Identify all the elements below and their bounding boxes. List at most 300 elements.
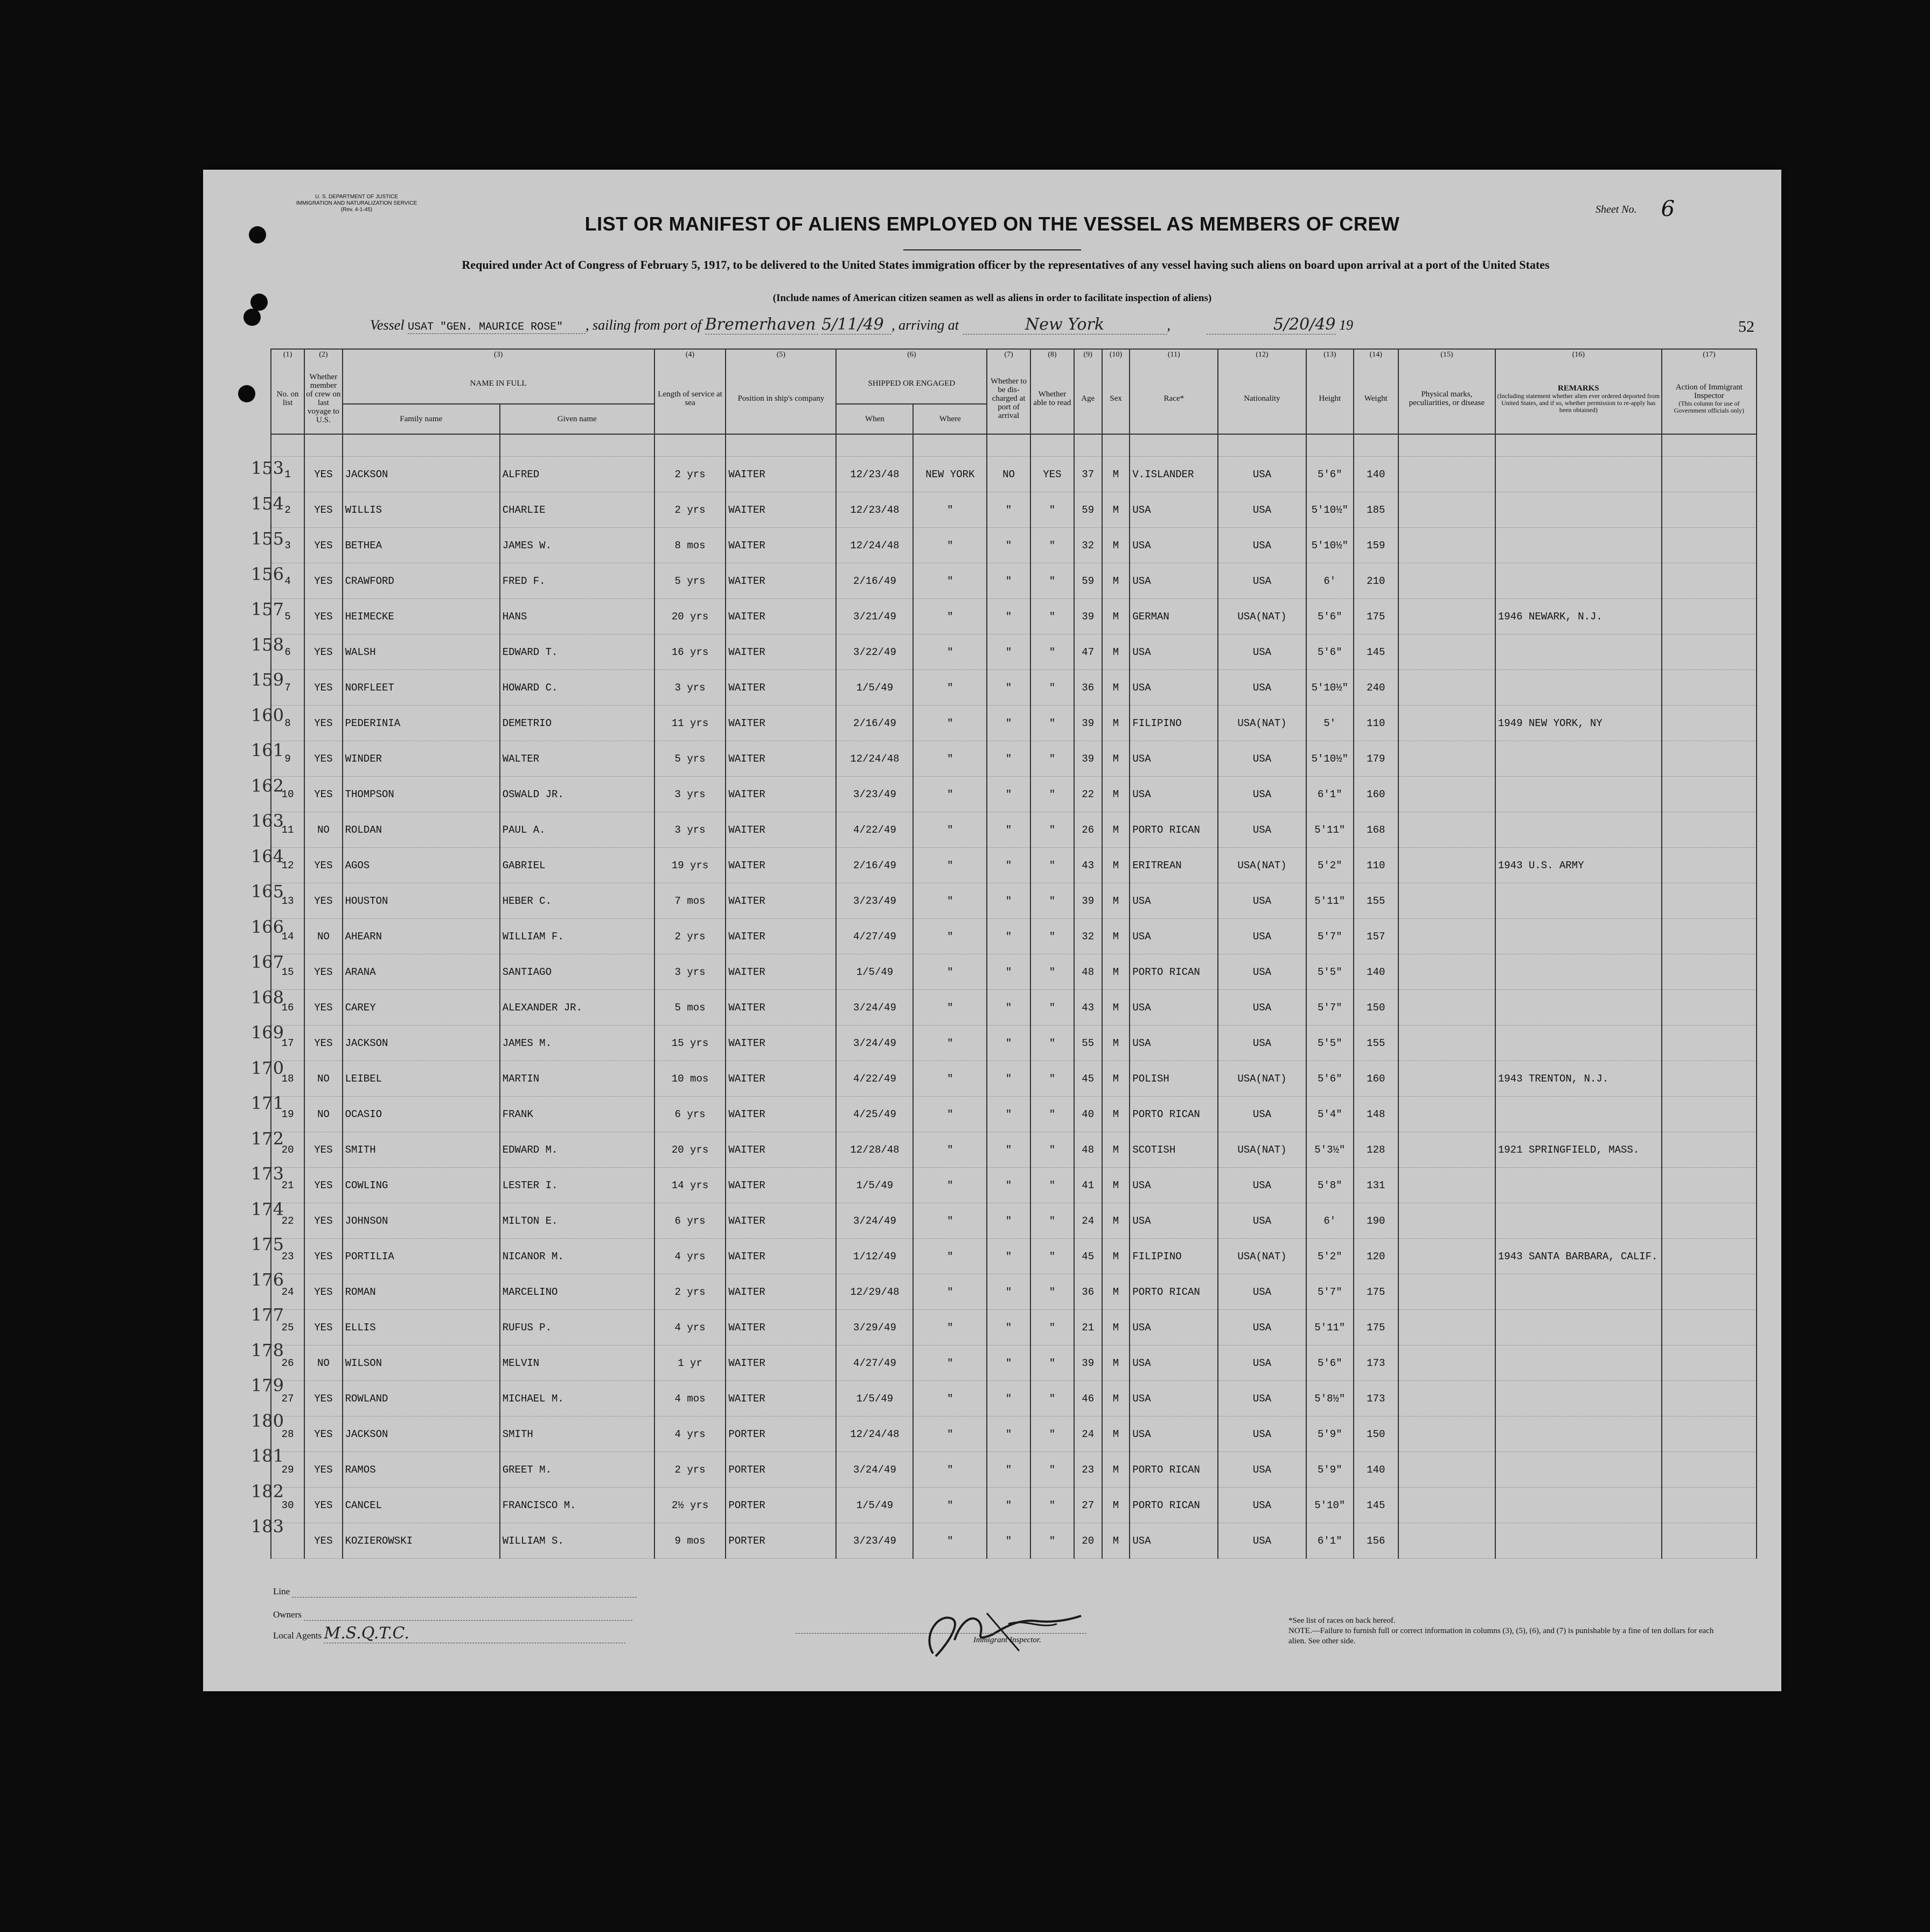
row-sex: M: [1102, 990, 1130, 1026]
side-line-number: 158: [250, 634, 284, 655]
row-number: 4: [271, 563, 304, 599]
row-weight: 128: [1354, 1132, 1398, 1168]
row-where: ": [913, 528, 987, 563]
row-sex: M: [1102, 883, 1130, 919]
row-given-name: NICANOR M.: [500, 1239, 654, 1274]
remarks-note: (Including statement whether alien ever ordered deported from United States, and if so, whether permission to re-apply has been obtained): [1497, 392, 1660, 414]
row-nationality: USA(NAT): [1218, 848, 1306, 883]
row-where: ": [913, 812, 987, 848]
row-sex: M: [1102, 1061, 1130, 1097]
row-where: ": [913, 670, 987, 706]
row-race: USA: [1130, 528, 1218, 563]
row-when: 3/29/49: [836, 1310, 913, 1345]
row-height: 5'7": [1306, 1274, 1354, 1310]
row-marks: [1398, 1026, 1495, 1061]
row-discharged: ": [987, 1345, 1030, 1381]
row-family-name: WILLIS: [343, 492, 500, 528]
side-line-number: 170: [250, 1057, 284, 1078]
row-family-name: THOMPSON: [343, 777, 500, 812]
row-where: ": [913, 1488, 987, 1523]
row-marks: [1398, 670, 1495, 706]
table-row: [271, 919, 1757, 954]
row-number: 1: [271, 457, 304, 492]
row-weight: 210: [1354, 563, 1398, 599]
row-sex: M: [1102, 528, 1130, 563]
row-height: 5'11": [1306, 1310, 1354, 1345]
row-given-name: MICHAEL M.: [500, 1381, 654, 1417]
row-marks: [1398, 706, 1495, 741]
row-where: ": [913, 1452, 987, 1488]
row-read: ": [1030, 1417, 1074, 1452]
row-marks: [1398, 954, 1495, 990]
row-sex: M: [1102, 741, 1130, 777]
row-nationality: USA: [1218, 1452, 1306, 1488]
col-num: (10): [1102, 349, 1130, 364]
row-action: [1662, 1417, 1757, 1452]
row-action: [1662, 1345, 1757, 1381]
table-row: [271, 741, 1757, 777]
row-number: 24: [271, 1274, 304, 1310]
row-action: [1662, 457, 1757, 492]
row-race: USA: [1130, 1310, 1218, 1345]
row-action: [1662, 1488, 1757, 1523]
row-prev-voyage: YES: [304, 563, 342, 599]
row-race: PORTO RICAN: [1130, 954, 1218, 990]
row-when: 3/24/49: [836, 1452, 913, 1488]
include-text: (Include names of American citizen seamen as well as aliens in order to facilitate inspection of aliens): [772, 292, 1212, 304]
owners-value: [304, 1609, 632, 1621]
table-row: [271, 1452, 1757, 1488]
row-service: 2½ yrs: [654, 1488, 726, 1523]
row-height: 6'1": [1306, 777, 1354, 812]
side-line-number: 163: [250, 811, 284, 831]
header-when: When: [836, 404, 913, 434]
row-sex: M: [1102, 1274, 1130, 1310]
row-family-name: NORFLEET: [343, 670, 500, 706]
row-age: 39: [1074, 883, 1102, 919]
row-nationality: USA: [1218, 1345, 1306, 1381]
row-height: 5'5": [1306, 954, 1354, 990]
row-weight: 145: [1354, 634, 1398, 670]
row-weight: 168: [1354, 812, 1398, 848]
row-when: 1/5/49: [836, 954, 913, 990]
row-age: 39: [1074, 741, 1102, 777]
row-age: 20: [1074, 1523, 1102, 1559]
row-family-name: PEDERINIA: [343, 706, 500, 741]
row-action: [1662, 670, 1757, 706]
row-where: ": [913, 1310, 987, 1345]
row-service: 3 yrs: [654, 812, 726, 848]
row-where: ": [913, 634, 987, 670]
row-marks: [1398, 883, 1495, 919]
table-row: [271, 1061, 1757, 1097]
row-prev-voyage: YES: [304, 1417, 342, 1452]
row-race: USA: [1130, 1026, 1218, 1061]
header-sex: Sex: [1102, 364, 1130, 434]
row-nationality: USA: [1218, 812, 1306, 848]
row-prev-voyage: NO: [304, 812, 342, 848]
row-age: 39: [1074, 706, 1102, 741]
line-label: Line: [273, 1586, 290, 1596]
row-read: ": [1030, 670, 1074, 706]
row-when: 1/12/49: [836, 1239, 913, 1274]
row-prev-voyage: YES: [304, 1132, 342, 1168]
side-line-number: 178: [250, 1340, 284, 1361]
row-action: [1662, 1274, 1757, 1310]
row-nationality: USA: [1218, 1310, 1306, 1345]
col-num: (2): [304, 349, 342, 364]
row-remarks: 1943 SANTA BARBARA, CALIF.: [1495, 1239, 1662, 1274]
row-race: PORTO RICAN: [1130, 812, 1218, 848]
side-line-number: 168: [250, 987, 284, 1008]
col-num: (13): [1306, 349, 1354, 364]
row-number: 8: [271, 706, 304, 741]
col-num: (9): [1074, 349, 1102, 364]
header-discharged: Whether to be dis-charged at port of arrival: [987, 364, 1030, 434]
table-row: [271, 706, 1757, 741]
row-age: 45: [1074, 1061, 1102, 1097]
row-position: WAITER: [726, 812, 836, 848]
row-height: 5'11": [1306, 883, 1354, 919]
row-remarks: [1495, 492, 1662, 528]
row-race: PORTO RICAN: [1130, 1274, 1218, 1310]
row-read: ": [1030, 528, 1074, 563]
row-position: PORTER: [726, 1488, 836, 1523]
row-remarks: [1495, 1310, 1662, 1345]
row-marks: [1398, 492, 1495, 528]
row-given-name: GABRIEL: [500, 848, 654, 883]
row-action: [1662, 848, 1757, 883]
row-where: ": [913, 1168, 987, 1203]
row-height: 5'8": [1306, 1168, 1354, 1203]
row-action: [1662, 1310, 1757, 1345]
row-position: WAITER: [726, 741, 836, 777]
row-action: [1662, 883, 1757, 919]
row-number: 5: [271, 599, 304, 634]
row-weight: 175: [1354, 1310, 1398, 1345]
row-where: ": [913, 741, 987, 777]
row-prev-voyage: YES: [304, 599, 342, 634]
row-prev-voyage: YES: [304, 848, 342, 883]
header-family-name: Family name: [343, 404, 500, 434]
side-line-number: 174: [250, 1198, 284, 1219]
row-number: 29: [271, 1452, 304, 1488]
row-marks: [1398, 1381, 1495, 1417]
row-marks: [1398, 1239, 1495, 1274]
fine-note: NOTE.—Failure to furnish full or correct information in columns (3), (5), (6), and (7) is punishable by a fine of ten dollars for each alien. See other side.: [1288, 1627, 1714, 1645]
row-read: ": [1030, 777, 1074, 812]
row-sex: M: [1102, 919, 1130, 954]
row-prev-voyage: YES: [304, 634, 342, 670]
table-row: [271, 848, 1757, 883]
row-marks: [1398, 1061, 1495, 1097]
row-discharged: ": [987, 492, 1030, 528]
row-read: ": [1030, 1239, 1074, 1274]
row-discharged: ": [987, 1168, 1030, 1203]
row-where: ": [913, 1061, 987, 1097]
table-row: [271, 1310, 1757, 1345]
row-family-name: HEIMECKE: [343, 599, 500, 634]
row-where: ": [913, 883, 987, 919]
row-age: 21: [1074, 1310, 1102, 1345]
side-line-number: 176: [250, 1269, 284, 1290]
table-row: [271, 1523, 1757, 1559]
row-height: 6': [1306, 563, 1354, 599]
row-position: WAITER: [726, 492, 836, 528]
inspector-line: [796, 1633, 1086, 1634]
row-action: [1662, 1132, 1757, 1168]
sailing-date: 5/11/49: [821, 315, 891, 334]
year-label: 19: [1339, 317, 1354, 333]
row-sex: M: [1102, 1345, 1130, 1381]
col-num: (15): [1398, 349, 1495, 364]
col-num: (16): [1495, 349, 1662, 364]
row-nationality: USA: [1218, 634, 1306, 670]
row-age: 37: [1074, 457, 1102, 492]
side-line-number: 167: [250, 952, 284, 972]
table-row: [271, 563, 1757, 599]
row-age: 24: [1074, 1417, 1102, 1452]
row-height: 5'11": [1306, 812, 1354, 848]
row-nationality: USA: [1218, 528, 1306, 563]
row-nationality: USA: [1218, 919, 1306, 954]
row-sex: M: [1102, 599, 1130, 634]
row-discharged: ": [987, 1310, 1030, 1345]
row-sex: M: [1102, 670, 1130, 706]
row-remarks: [1495, 457, 1662, 492]
row-position: WAITER: [726, 563, 836, 599]
row-position: WAITER: [726, 1310, 836, 1345]
row-where: ": [913, 1026, 987, 1061]
agency-line: U. S. DEPARTMENT OF JUSTICE: [315, 194, 398, 200]
row-read: ": [1030, 492, 1074, 528]
row-prev-voyage: YES: [304, 1452, 342, 1488]
row-age: 27: [1074, 1488, 1102, 1523]
row-sex: M: [1102, 1523, 1130, 1559]
row-when: 12/24/48: [836, 528, 913, 563]
row-when: 4/27/49: [836, 1345, 913, 1381]
row-height: 5'2": [1306, 848, 1354, 883]
side-line-number: 177: [250, 1305, 284, 1325]
row-race: USA: [1130, 670, 1218, 706]
row-family-name: BETHEA: [343, 528, 500, 563]
row-where: ": [913, 1523, 987, 1559]
col-num: (1): [271, 349, 304, 364]
side-line-number: 155: [250, 528, 284, 549]
row-position: WAITER: [726, 848, 836, 883]
row-nationality: USA(NAT): [1218, 1061, 1306, 1097]
row-weight: 157: [1354, 919, 1398, 954]
row-where: ": [913, 492, 987, 528]
row-sex: M: [1102, 848, 1130, 883]
row-remarks: [1495, 919, 1662, 954]
row-remarks: [1495, 1452, 1662, 1488]
row-read: ": [1030, 1523, 1074, 1559]
row-action: [1662, 812, 1757, 848]
row-marks: [1398, 1097, 1495, 1132]
row-discharged: ": [987, 1203, 1030, 1239]
header-prev-voyage: Whether member of crew on last voyage to U.S.: [304, 364, 342, 434]
row-action: [1662, 990, 1757, 1026]
row-service: 8 mos: [654, 528, 726, 563]
row-prev-voyage: NO: [304, 1345, 342, 1381]
row-discharged: ": [987, 741, 1030, 777]
page-title: LIST OR MANIFEST OF ALIENS EMPLOYED ON THE VESSEL AS MEMBERS OF CREW: [584, 213, 1400, 235]
row-race: SCOTISH: [1130, 1132, 1218, 1168]
row-age: 23: [1074, 1452, 1102, 1488]
row-given-name: ALEXANDER JR.: [500, 990, 654, 1026]
table-row: [271, 528, 1757, 563]
sheet-label: Sheet No.: [1595, 204, 1637, 215]
row-service: 15 yrs: [654, 1026, 726, 1061]
row-discharged: ": [987, 1274, 1030, 1310]
row-height: 5'7": [1306, 919, 1354, 954]
row-remarks: [1495, 1345, 1662, 1381]
row-position: WAITER: [726, 1239, 836, 1274]
table-row: [271, 599, 1757, 634]
row-service: 5 yrs: [654, 563, 726, 599]
row-race: PORTO RICAN: [1130, 1452, 1218, 1488]
row-marks: [1398, 848, 1495, 883]
row-number: 10: [271, 777, 304, 812]
row-nationality: USA: [1218, 990, 1306, 1026]
row-action: [1662, 634, 1757, 670]
row-race: USA: [1130, 1417, 1218, 1452]
row-discharged: ": [987, 812, 1030, 848]
table-row: [271, 1097, 1757, 1132]
side-line-number: 181: [250, 1446, 284, 1466]
row-where: ": [913, 563, 987, 599]
col-num: (4): [654, 349, 726, 364]
row-race: USA: [1130, 919, 1218, 954]
row-when: 4/25/49: [836, 1097, 913, 1132]
side-line-number: 162: [250, 775, 284, 796]
row-number: 3: [271, 528, 304, 563]
punch-hole: [243, 309, 261, 326]
row-family-name: ROLDAN: [343, 812, 500, 848]
row-prev-voyage: YES: [304, 1488, 342, 1523]
row-sex: M: [1102, 954, 1130, 990]
row-read: ": [1030, 1132, 1074, 1168]
action-title: Action of Immigrant Inspector: [1675, 383, 1743, 400]
row-family-name: LEIBEL: [343, 1061, 500, 1097]
row-when: 12/23/48: [836, 492, 913, 528]
row-read: ": [1030, 1310, 1074, 1345]
table-row: [271, 1274, 1757, 1310]
row-nationality: USA(NAT): [1218, 599, 1306, 634]
row-sex: M: [1102, 1239, 1130, 1274]
row-marks: [1398, 812, 1495, 848]
row-given-name: DEMETRIO: [500, 706, 654, 741]
row-action: [1662, 741, 1757, 777]
row-remarks: [1495, 812, 1662, 848]
row-family-name: PORTILIA: [343, 1239, 500, 1274]
row-number: 26: [271, 1345, 304, 1381]
header-service: Length of service at sea: [654, 364, 726, 434]
row-family-name: CANCEL: [343, 1488, 500, 1523]
row-given-name: EDWARD T.: [500, 634, 654, 670]
row-action: [1662, 919, 1757, 954]
row-prev-voyage: NO: [304, 919, 342, 954]
row-height: 5'5": [1306, 1026, 1354, 1061]
row-family-name: AHEARN: [343, 919, 500, 954]
side-line-number: 159: [250, 669, 284, 690]
row-position: WAITER: [726, 883, 836, 919]
row-height: 5'6": [1306, 457, 1354, 492]
row-position: WAITER: [726, 706, 836, 741]
table-row: [271, 1417, 1757, 1452]
row-weight: 140: [1354, 954, 1398, 990]
row-age: 39: [1074, 1345, 1102, 1381]
row-remarks: [1495, 1381, 1662, 1417]
row-marks: [1398, 1203, 1495, 1239]
row-service: 16 yrs: [654, 634, 726, 670]
row-action: [1662, 1523, 1757, 1559]
row-where: ": [913, 954, 987, 990]
row-nationality: USA: [1218, 777, 1306, 812]
row-height: 5'4": [1306, 1097, 1354, 1132]
row-where: ": [913, 990, 987, 1026]
row-remarks: [1495, 563, 1662, 599]
row-marks: [1398, 599, 1495, 634]
row-position: WAITER: [726, 670, 836, 706]
row-action: [1662, 1061, 1757, 1097]
row-service: 3 yrs: [654, 777, 726, 812]
row-height: 5'10½": [1306, 741, 1354, 777]
row-service: 4 yrs: [654, 1310, 726, 1345]
row-given-name: GREET M.: [500, 1452, 654, 1488]
col-num: (5): [726, 349, 836, 364]
row-sex: M: [1102, 1203, 1130, 1239]
row-race: V.ISLANDER: [1130, 457, 1218, 492]
row-sex: M: [1102, 1132, 1130, 1168]
row-race: USA: [1130, 1168, 1218, 1203]
row-remarks: [1495, 1026, 1662, 1061]
row-height: 5'10½": [1306, 492, 1354, 528]
row-position: WAITER: [726, 990, 836, 1026]
row-when: 3/24/49: [836, 1203, 913, 1239]
row-family-name: KOZIEROWSKI: [343, 1523, 500, 1559]
row-age: 48: [1074, 1132, 1102, 1168]
row-discharged: ": [987, 1523, 1030, 1559]
row-remarks: 1943 TRENTON, N.J.: [1495, 1061, 1662, 1097]
row-action: [1662, 1097, 1757, 1132]
header-height: Height: [1306, 364, 1354, 434]
row-nationality: USA(NAT): [1218, 1239, 1306, 1274]
row-sex: M: [1102, 492, 1130, 528]
row-sex: M: [1102, 1168, 1130, 1203]
row-age: 22: [1074, 777, 1102, 812]
header-given-name: Given name: [500, 404, 654, 434]
col-num: (14): [1354, 349, 1398, 364]
row-discharged: ": [987, 563, 1030, 599]
row-given-name: WILLIAM F.: [500, 919, 654, 954]
row-given-name: PAUL A.: [500, 812, 654, 848]
row-read: ": [1030, 954, 1074, 990]
row-where: ": [913, 777, 987, 812]
sailing-port: Bremerhaven: [705, 315, 818, 334]
row-where: ": [913, 1097, 987, 1132]
row-height: 5'6": [1306, 1061, 1354, 1097]
row-weight: 240: [1354, 670, 1398, 706]
row-remarks: [1495, 741, 1662, 777]
row-number: 30: [271, 1488, 304, 1523]
row-family-name: WILSON: [343, 1345, 500, 1381]
side-line-number: 172: [250, 1128, 284, 1149]
row-weight: 159: [1354, 528, 1398, 563]
row-height: 5'6": [1306, 634, 1354, 670]
row-read: ": [1030, 634, 1074, 670]
